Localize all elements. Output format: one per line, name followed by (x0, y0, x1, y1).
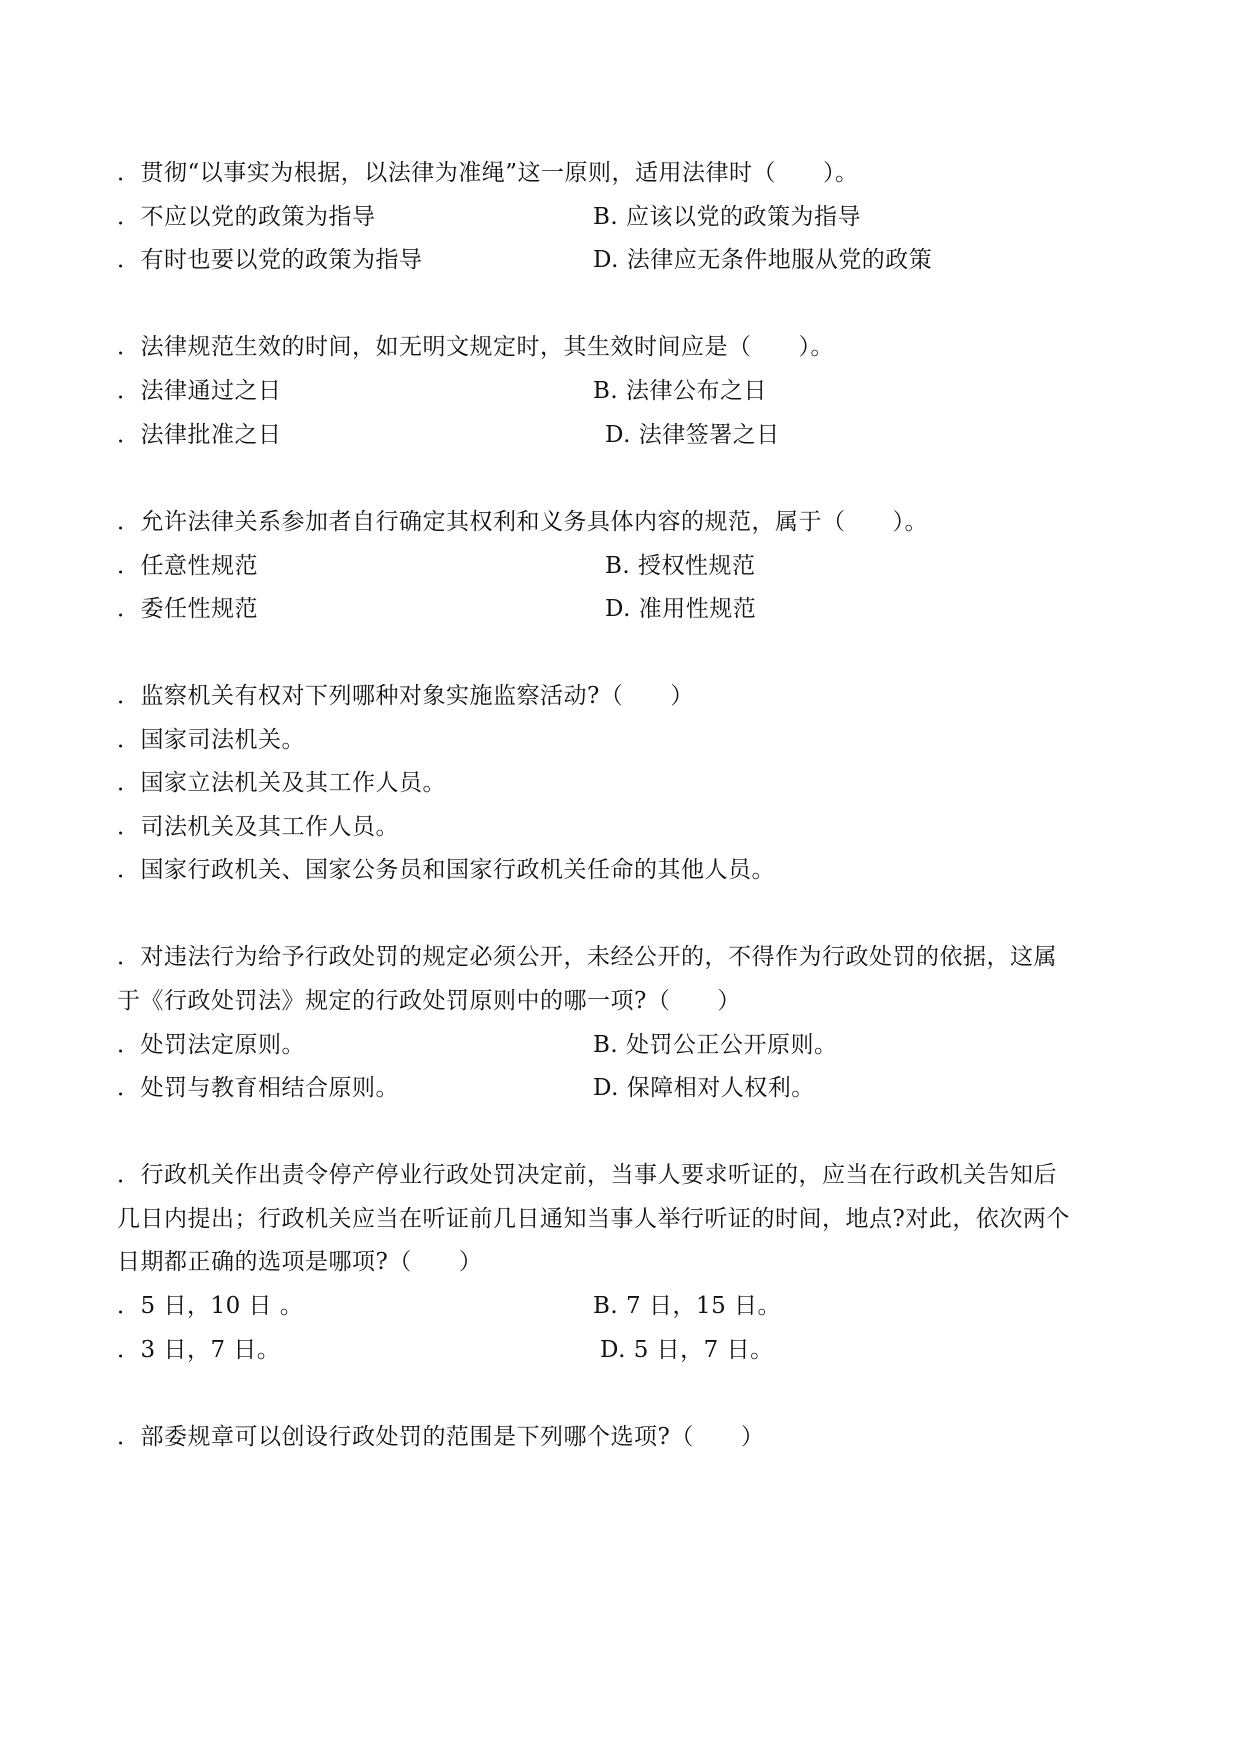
question-5-option-d: D. 保障相对人权利。 (593, 1075, 815, 1101)
question-5-option-b: B. 处罚公正公开原则。 (593, 1032, 838, 1058)
question-4-option-c: ．司法机关及其工作人员。 (117, 814, 399, 840)
question-7-stem: ．部委规章可以创设行政处罚的范围是下列哪个选项?（ ） (117, 1424, 765, 1450)
question-1-stem: ．贯彻“以事实为根据，以法律为准绳”这一原则，适用法律时（ ）。 (117, 160, 859, 186)
question-3-option-d: D. 准用性规范 (605, 596, 757, 622)
question-4-option-b: ．国家立法机关及其工作人员。 (117, 770, 446, 796)
question-3-option-a: ．任意性规范 (117, 553, 258, 579)
question-1-option-a: ．不应以党的政策为指导 (117, 204, 376, 230)
question-2-option-a: ．法律通过之日 (117, 378, 282, 404)
question-2-option-c: ．法律批准之日 (117, 422, 282, 448)
question-5-stem-line-2: 于《行政处罚法》规定的行政处罚原则中的哪一项?（ ） (117, 988, 741, 1014)
question-1-option-b: B. 应该以党的政策为指导 (593, 204, 862, 230)
question-6-stem-line-2: 几日内提出；行政机关应当在听证前几日通知当事人举行听证的时间，地点?对此，依次两个 (117, 1206, 1070, 1232)
question-5-stem-line-1: ．对违法行为给予行政处罚的规定必须公开，未经公开的，不得作为行政处罚的依据，这属 (117, 944, 1057, 970)
question-4-stem: ．监察机关有权对下列哪种对象实施监察活动?（ ） (117, 683, 694, 709)
question-5-option-c: ．处罚与教育相结合原则。 (117, 1075, 399, 1101)
question-1-option-d: D. 法律应无条件地服从党的政策 (593, 247, 933, 273)
question-4-option-a: ．国家司法机关。 (117, 727, 305, 753)
question-6-option-a: ．5 日，10 日 。 (117, 1293, 304, 1319)
question-2-stem: ．法律规范生效的时间，如无明文规定时，其生效时间应是（ ）。 (117, 334, 834, 360)
question-3-option-b: B. 授权性规范 (605, 553, 756, 579)
question-6-stem-line-3: 日期都正确的选项是哪项?（ ） (117, 1249, 483, 1275)
question-5-option-a: ．处罚法定原则。 (117, 1032, 305, 1058)
question-3-stem: ．允许法律关系参加者自行确定其权利和义务具体内容的规范，属于（ ）。 (117, 509, 928, 535)
question-6-option-c: ．3 日，7 日。 (117, 1337, 281, 1363)
question-1-option-c: ．有时也要以党的政策为指导 (117, 247, 423, 273)
question-2-option-d: D. 法律签署之日 (605, 422, 780, 448)
question-6-option-d: D. 5 日，7 日。 (600, 1337, 774, 1363)
question-4-option-d: ．国家行政机关、国家公务员和国家行政机关任命的其他人员。 (117, 857, 775, 883)
question-2-option-b: B. 法律公布之日 (593, 378, 768, 404)
question-3-option-c: ．委任性规范 (117, 596, 258, 622)
question-6-stem-line-1: ．行政机关作出责令停产停业行政处罚决定前，当事人要求听证的，应当在行政机关告知后 (117, 1162, 1057, 1188)
question-6-option-b: B. 7 日，15 日。 (593, 1293, 782, 1319)
